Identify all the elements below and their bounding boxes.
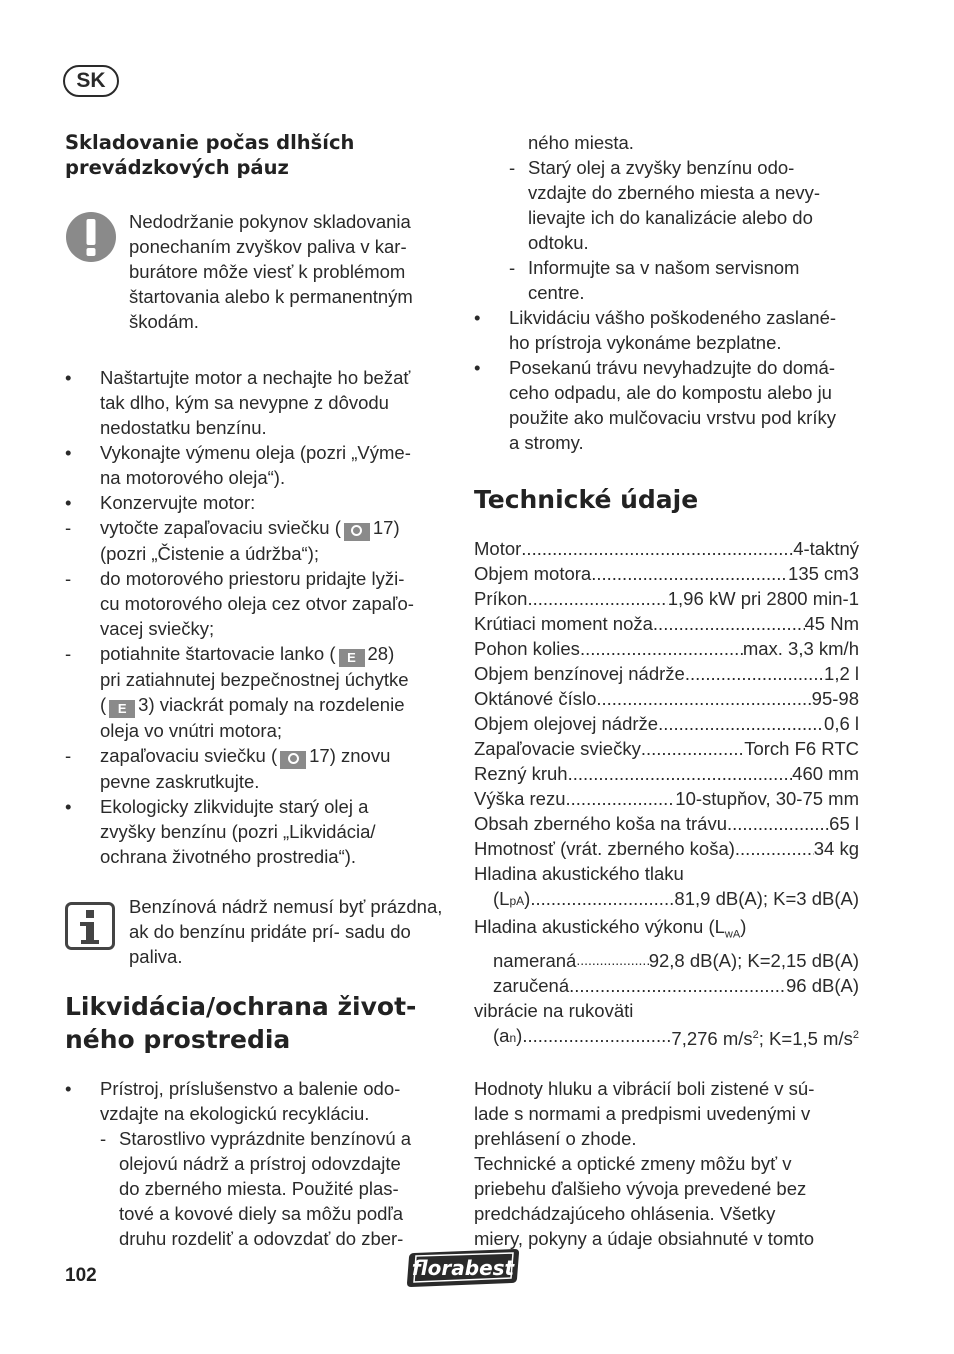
storage-steps <box>65 365 455 869</box>
spec-row: zaručená ..... 96 dB(A) <box>474 973 859 998</box>
list-item: • Likvidáciu vášho poškodeného zaslané- ho prístroja vykonáme bezplatne. <box>474 307 837 353</box>
spec-row: (an) ..... 7,276 $m/s^2$; K=1,5 $m/s^2$ <box>474 1023 859 1051</box>
info-icon <box>65 902 115 956</box>
figure-e-badge: E <box>339 649 365 667</box>
figure-e-badge: E <box>109 700 135 718</box>
spec-row: Výška rezu ..... 10-stupňov, 30-75 mm <box>474 786 859 811</box>
brand-logo <box>406 1247 520 1294</box>
spec-row: Pohon kolies ..... max. 3,3 km/h <box>474 636 859 661</box>
svg-text:florabest: florabest <box>411 1256 515 1280</box>
list-item: - potiahnite štartovacie lanko ( E 28) pri zatiahnutej bezpečnostnej úchytke ( E 3) viackrát pomaly na rozdelenie oleja vo vnútri motora; <box>65 643 409 741</box>
warning-line: Nedodržanie pokynov skladovania <box>129 211 411 232</box>
figure-o-badge-icon <box>344 523 370 541</box>
spec-label: Hladina akustického tlaku <box>474 863 684 884</box>
language-badge: SK <box>63 65 119 97</box>
list-item: - do motorového priestoru pridajte lyži- cu motorového oleja cez otvor zapaľo- vacej sviečky; <box>65 568 414 639</box>
list-item-continuation: ného miesta. <box>528 132 634 153</box>
list-item: - vytočte zapaľovaciu sviečku ( 17) (pozri „Čistenie a údržba“); <box>65 517 400 564</box>
list-item: • Vykonajte výmenu oleja (pozri „Výme- na motorového oleja“). <box>65 442 411 488</box>
list-item: - zapaľovaciu sviečku ( 17) znovu pevne zaskrutkujte. <box>65 745 391 792</box>
spec-row: Oktánové číslo ..... 95-98 <box>474 686 859 711</box>
info-note: Benzínová nádrž nemusí byť prázdna, ak do benzínu pridáte prí- sadu do paliva. <box>65 894 455 969</box>
figure-o-badge-icon <box>280 751 306 769</box>
spec-row: Objem olejovej nádrže ..... 0,6 l <box>474 711 859 736</box>
warning-line: štartovania alebo k permanentným <box>129 286 413 307</box>
list-item: • Prístroj, príslušenstvo a balenie odo- vzdajte na ekologickú recykláciu. <box>65 1078 401 1124</box>
warning-line: burátore môže viesť k problémom <box>129 261 406 282</box>
spec-row: Objem benzínovej nádrže ..... 1,2 l <box>474 661 859 686</box>
spec-row: nameraná ..... 92,8 dB(A); K=2,15 dB(A) <box>474 948 859 973</box>
list-item: - Starý olej a zvyšky benzínu odo- vzdajte do zberného miesta a nevy- lievajte ich do kanalizácie alebo do odtoku. <box>509 157 821 253</box>
storage-heading: Skladovanie počas dlhších prevádzkových páuz <box>65 131 355 179</box>
right-column <box>474 130 859 1251</box>
spec-row: Rezný kruh ..... 460 mm <box>474 761 859 786</box>
spec-row: Obsah zberného koša na trávu ..... 65 l <box>474 811 859 836</box>
warning-exclamation-icon <box>65 211 117 269</box>
spec-row: Objem motora ..... 135 cm3 <box>474 561 859 586</box>
list-item: • Konzervujte motor: <box>65 492 256 513</box>
spec-label: vibrácie na rukoväti <box>474 999 634 1021</box>
disposal-heading: Likvidácia/ochrana život- ného prostredia <box>65 992 417 1054</box>
spec-row: Krútiaci moment noža ..... 45 Nm <box>474 611 859 636</box>
spec-label: Hladina akustického výkonu $(L_{wA})$ <box>474 916 747 941</box>
list-item: • Ekologicky zlikvidujte starý olej a zvyšky benzínu (pozri „Likvidácia/ ochrana životného prostredia“). <box>65 796 376 867</box>
list-item: - Informujte sa v našom servisnom centre. <box>509 257 800 303</box>
spec-row: Motor ..... 4-taktný <box>474 536 859 561</box>
page-number: 102 <box>65 1265 97 1286</box>
paragraph: Hodnoty hluku a vibrácií boli zistené v sú- lade s normami a predpismi uvedenými v prehlásení o zhode. <box>474 1077 815 1149</box>
warning-note <box>65 209 455 334</box>
spec-row: Príkon ..... 1,96 kW pri 2800 min-1 <box>474 586 859 611</box>
spec-table <box>474 536 859 1051</box>
spec-row: Zapaľovacie sviečky ..... Torch F6 RTC <box>474 736 859 761</box>
paragraph: Technické a optické zmeny môžu byť v priebehu ďalšieho vývoja prevedené bez predchádzajúceho ohlásenia. Všetky miery, pokyny a údaje obsiahnuté v tomto <box>474 1152 815 1249</box>
disposal-list <box>65 1076 455 1251</box>
spec-row: (LpA) ..... 81,9 dB(A); K=3 dB(A) <box>474 886 859 914</box>
notes-paragraphs <box>474 1076 859 1251</box>
warning-line: ponechaním zvyškov paliva v kar- <box>129 236 407 257</box>
left-column <box>65 130 455 1251</box>
list-item: • Naštartujte motor a nechajte ho bežať tak dlho, kým sa nevypne z dôvodu nedostatku benzínu. <box>65 367 411 438</box>
spec-row: Hmotnosť (vrát. zberného koša) ..... 34 kg <box>474 836 859 861</box>
list-item: - Starostlivo vyprázdnite benzínovú a olejovú nádrž a prístroj odovzdajte do zberného miesta. Použité plas- tové a kovové diely sa môžu podľa druhu rozdeliť a odovzdať do zber- <box>100 1128 412 1249</box>
list-item: • Posekanú trávu nevyhadzujte do domá- ceho odpadu, ale do kompostu alebo ju použite ako mulčovaciu vrstvu pod kríky a stromy. <box>474 357 836 453</box>
warning-line: škodám. <box>129 311 199 332</box>
tech-data-heading: Technické údaje <box>474 485 699 514</box>
